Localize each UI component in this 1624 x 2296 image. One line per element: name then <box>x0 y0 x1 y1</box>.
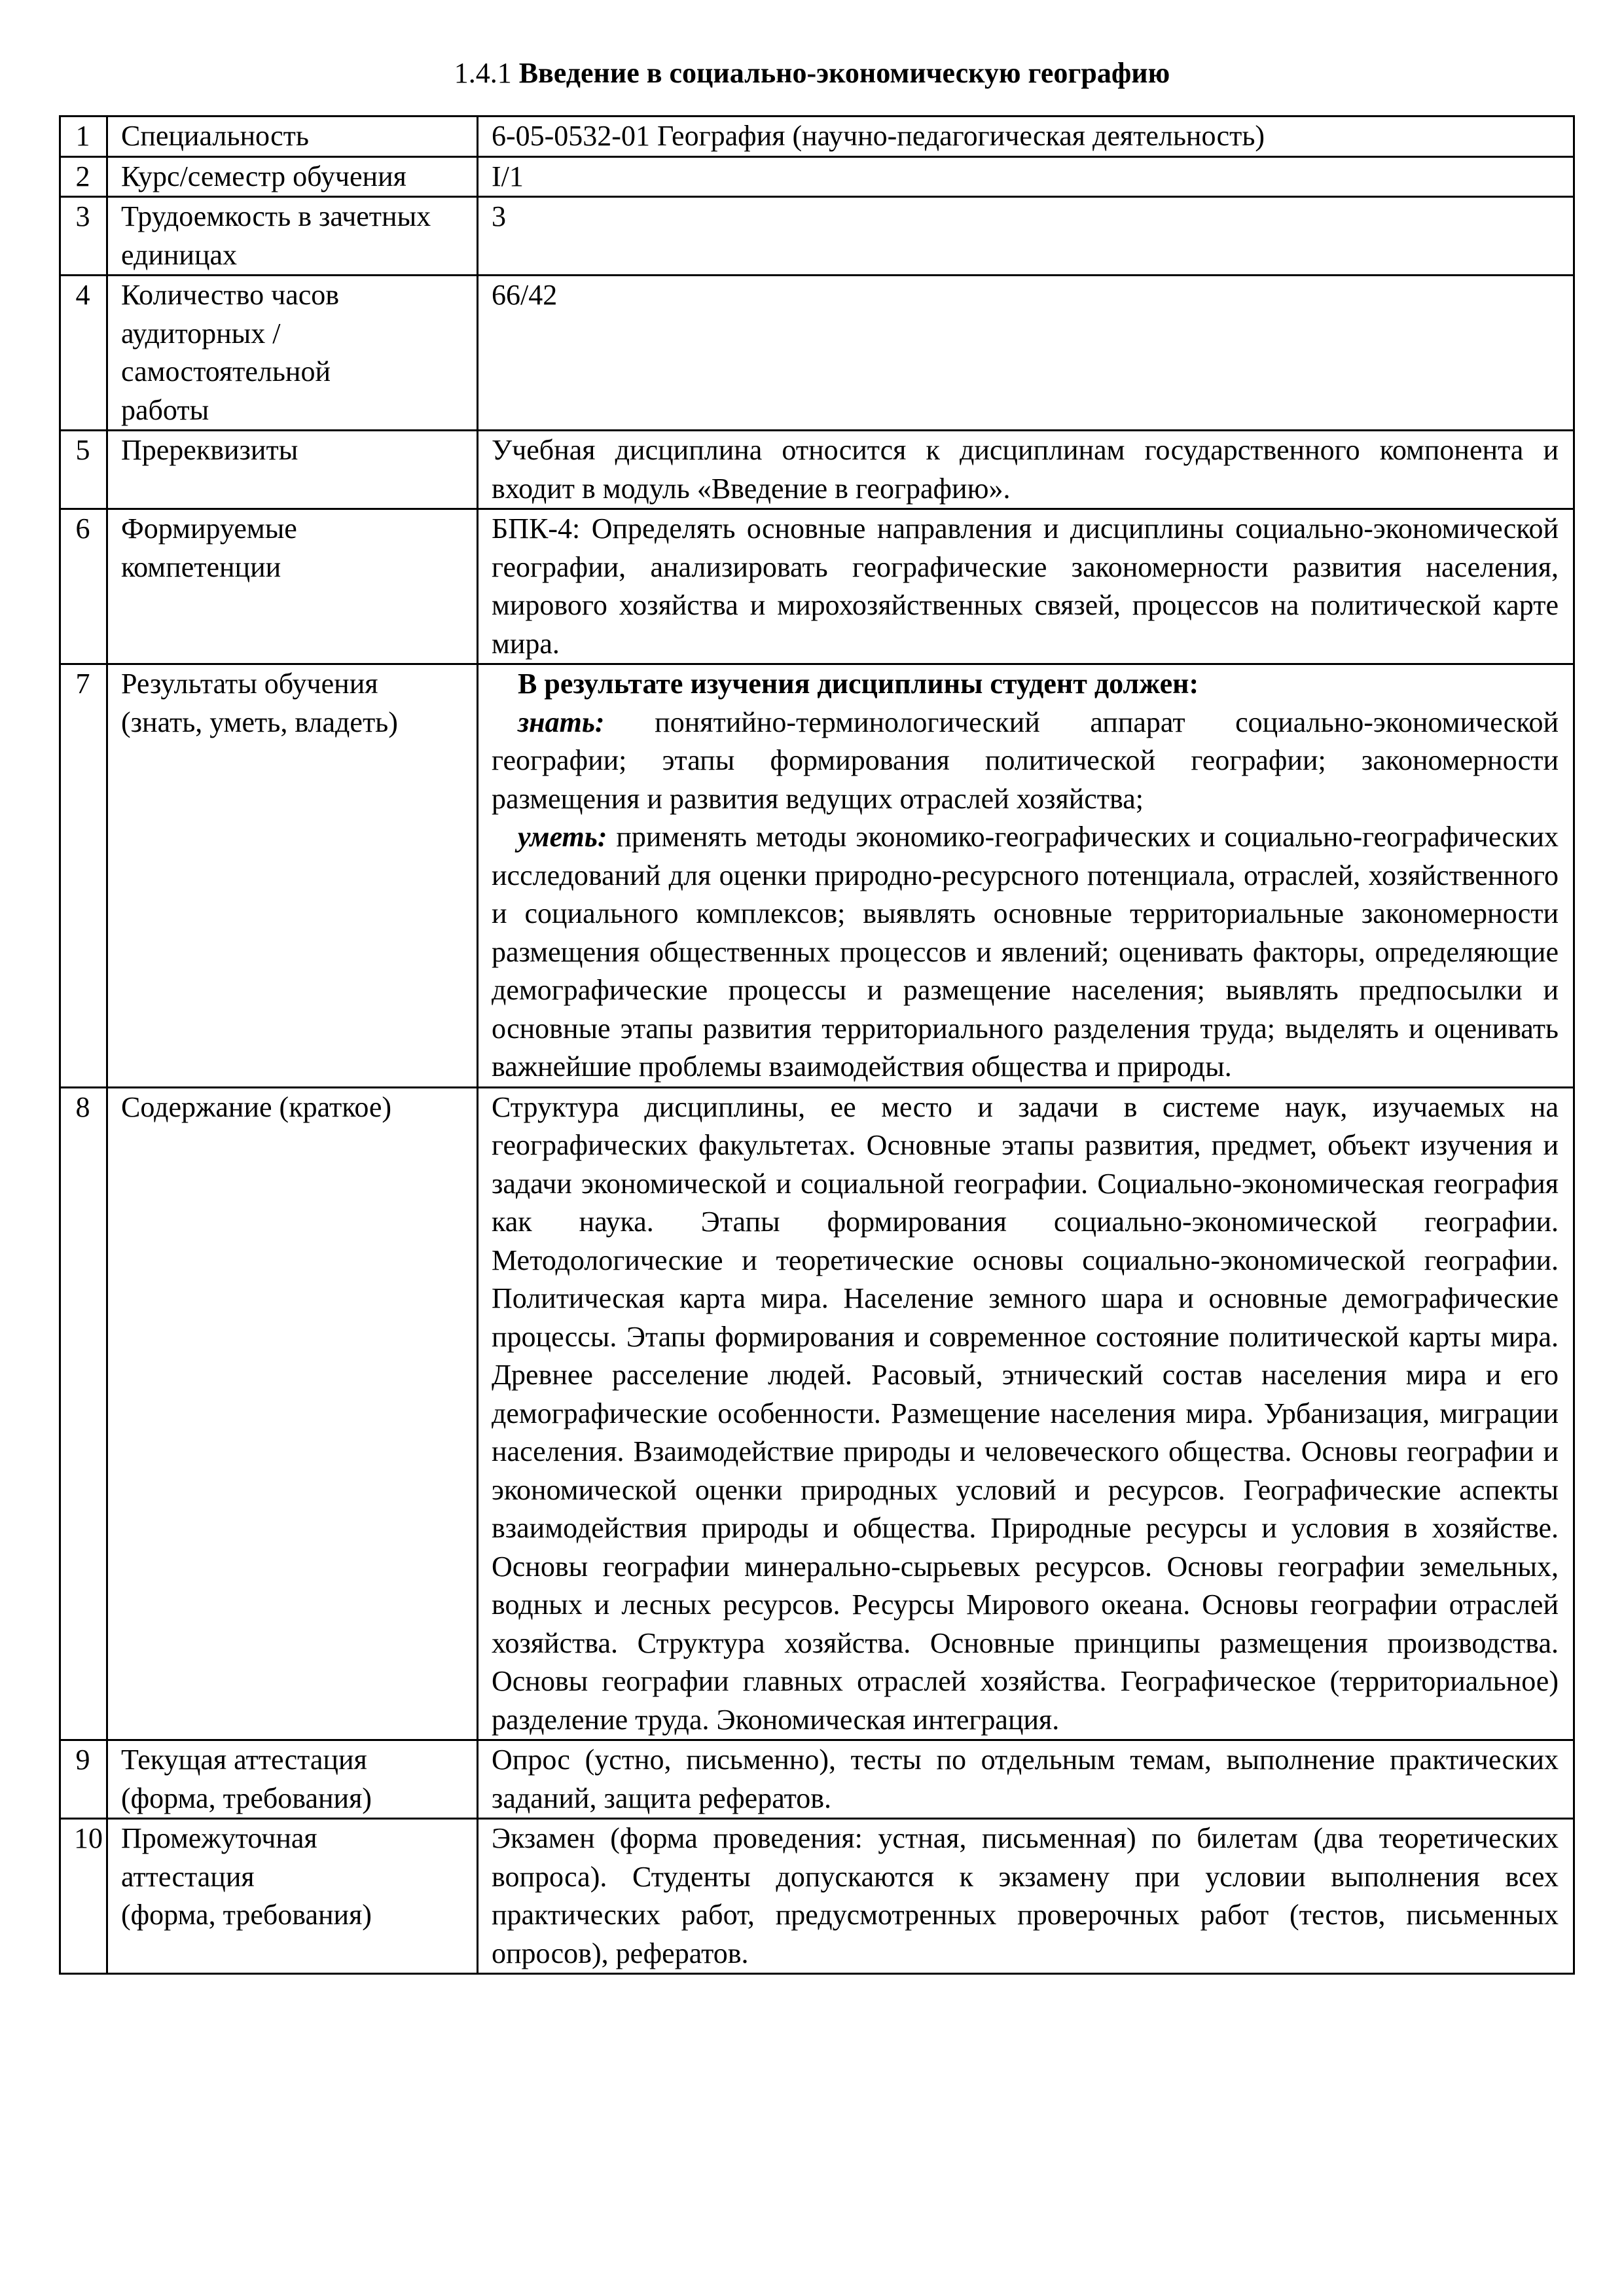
row-label: Трудоемкость в зачетных единицах <box>107 197 478 276</box>
know-text: понятийно-терминологический аппарат социально-экономической географии; этапы формирования политической географии; закономерности размещения и развития ведущих отраслей хозяйства; <box>492 706 1559 815</box>
learning-outcome-can <box>492 818 1559 1086</box>
row-label: Количество часов аудиторных / самостоятельной работы <box>107 276 478 431</box>
row-value: БПК-4: Определять основные направления и дисциплины социально-экономической географии, анализировать географические закономерности развития населения, мирового хозяйства и мирохозяйственных связей, процессов на политической карте мира. <box>478 509 1574 664</box>
row-label: Пререквизиты <box>107 431 478 509</box>
row-number: 9 <box>60 1740 107 1819</box>
row-value: Опрос (устно, письменно), тесты по отдельным темам, выполнение практических заданий, защита рефератов. <box>478 1740 1574 1819</box>
table-row <box>60 664 1574 1088</box>
section-name: Введение в социально-экономическую географию <box>518 57 1170 89</box>
row-label-line: Промежуточная <box>121 1822 317 1854</box>
row-value: 66/42 <box>478 276 1574 431</box>
row-label <box>107 1819 478 1974</box>
learning-outcomes-lead: В результате изучения дисциплины студент должен: <box>518 668 1199 700</box>
table-row <box>60 156 1574 197</box>
row-value: 6-05-0532-01 География (научно-педагогическая деятельность) <box>478 117 1574 157</box>
row-label: Содержание (краткое) <box>107 1087 478 1740</box>
table-row <box>60 1740 1574 1819</box>
row-value: I/1 <box>478 156 1574 197</box>
row-label: Результаты обучения (знать, уметь, владеть) <box>107 664 478 1088</box>
learning-outcome-know <box>492 704 1559 819</box>
table-row <box>60 276 1574 431</box>
row-number: 10 <box>60 1819 107 1974</box>
row-value: 3 <box>478 197 1574 276</box>
table-row <box>60 431 1574 509</box>
row-number: 8 <box>60 1087 107 1740</box>
row-number: 3 <box>60 197 107 276</box>
can-text: применять методы экономико-географических и социально-географических исследований для оценки природно-ресурсного потенциала, отраслей, хозяйственного и социального комплексов; выявлять основные территориальные закономерности размещения общественных процессов и явлений; оценивать факторы, определяющие демографические процессы и размещение населения; выявлять предпосылки и основные этапы развития территориального разделения труда; выделять и оценивать важнейшие проблемы взаимодействия общества и природы. <box>492 821 1559 1083</box>
table-row <box>60 197 1574 276</box>
row-number: 5 <box>60 431 107 509</box>
row-value: Структура дисциплины, ее место и задачи в системе наук, изучаемых на географических факультетах. Основные этапы развития, предмет, объект изучения и задачи экономической и социальной географии. Социально-экономическая география как наука. Этапы формирования социально-экономической географии. Методологические и теоретические основы социально-экономической географии. Политическая карта мира. Население земного шара и основные демографические процессы. Этапы формирования и современное состояние политической карты мира. Древнее расселение людей. Расовый, этнический состав населения мира и его демографические особенности. Размещение населения мира. Урбанизация, миграции населения. Взаимодействие природы и человеческого общества. Основы географии и экономической оценки природных условий и ресурсов. Географические аспекты взаимодействия природы и общества. Природные ресурсы и условия в хозяйстве. Основы географии минерально-сырьевых ресурсов. Основы географии земельных, водных и лесных ресурсов. Ресурсы Мирового океана. Основы географии отраслей хозяйства. Структура хозяйства. Основные принципы размещения производства. Основы географии главных отраслей хозяйства. Географическое (территориальное) разделение труда. Экономическая интеграция. <box>478 1087 1574 1740</box>
row-label: Текущая аттестация (форма, требования) <box>107 1740 478 1819</box>
section-number: 1.4.1 <box>454 57 512 89</box>
row-value <box>478 664 1574 1088</box>
table-row <box>60 509 1574 664</box>
row-number: 2 <box>60 156 107 197</box>
row-label: Курс/семестр обучения <box>107 156 478 197</box>
table-row <box>60 1087 1574 1740</box>
row-label: Формируемые компетенции <box>107 509 478 664</box>
row-value: Учебная дисциплина относится к дисциплинам государственного компонента и входит в модуль «Введение в географию». <box>478 431 1574 509</box>
row-label: Специальность <box>107 117 478 157</box>
row-label-line: (форма, требования) <box>121 1899 372 1931</box>
can-keyword: уметь: <box>518 821 607 853</box>
row-label-line: аттестация <box>121 1860 255 1893</box>
document-title <box>0 54 1624 93</box>
table-row <box>60 117 1574 157</box>
syllabus-table <box>59 115 1575 1975</box>
row-value: Экзамен (форма проведения: устная, письменная) по билетам (два теоретических вопроса). Студенты допускаются к экзамену при условии выполнения всех практических работ, предусмотренных проверочных работ (тестов, письменных опросов), рефератов. <box>478 1819 1574 1974</box>
row-number: 6 <box>60 509 107 664</box>
table-row <box>60 1819 1574 1974</box>
know-keyword: знать: <box>518 706 605 738</box>
row-number: 1 <box>60 117 107 157</box>
row-number: 7 <box>60 664 107 1088</box>
row-number: 4 <box>60 276 107 431</box>
